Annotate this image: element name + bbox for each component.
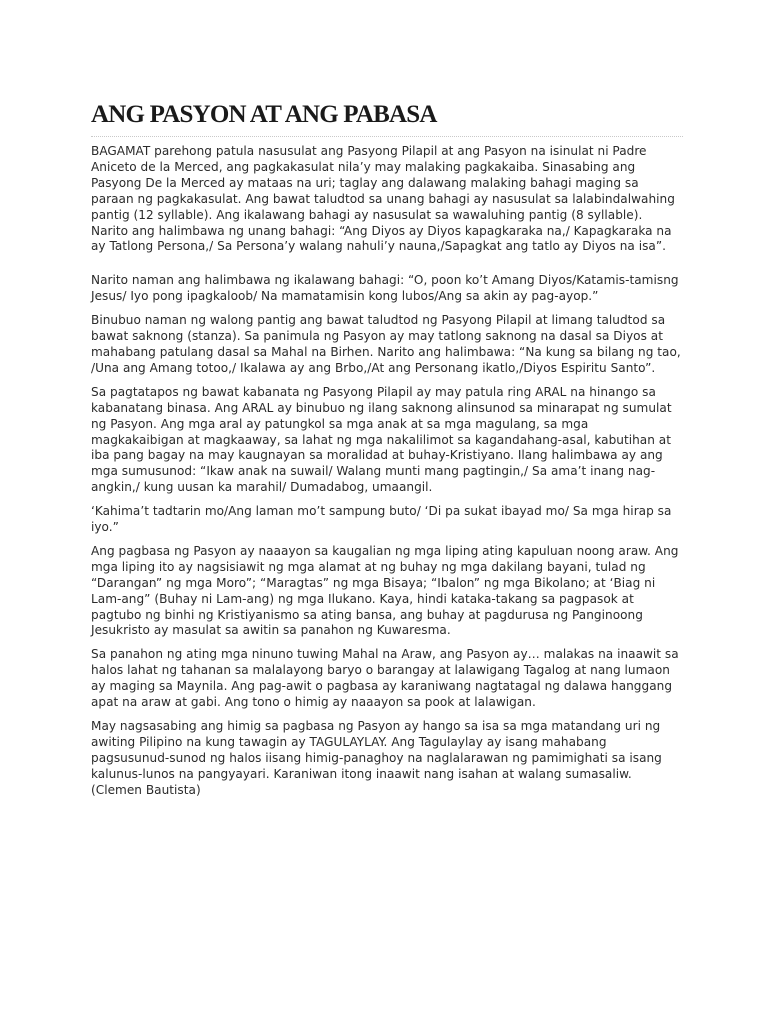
paragraph-3: Binubuo naman ng walong pantig ang bawat taludtod ng Pasyong Pilapil at limang taludtod sa bawat saknong (stanza). Sa panimula ng Pasyon ay may tatlong saknong na dasal sa Diyos at mahabang patulang dasal sa Mahal na Birhen. Narito ang halimbawa: “Na kung sa bilang ng tao, /Una ang Amang totoo,/ Ikalawa ay ang Brbo,/At ang Personang ikatlo,/Diyos Espiritu Santo”. [91,313,681,375]
paragraph-7: Sa panahon ng ating mga ninuno tuwing Mahal na Araw, ang Pasyon ay… malakas na inaawit sa halos lahat ng tahanan sa malalayong baryo o barangay at lalawigang Tagalog at nang lumaon ay maging sa Maynila. Ang pag-awit o pagbasa ay karaniwang nagtatagal ng dalawa hanggang apat na araw at gabi. Ang tono o himig ay naaayon sa pook at lalawigan. [91,647,679,710]
paragraph-4: Sa pagtatapos ng bawat kabanata ng Pasyong Pilapil ay may patula ring ARAL na hinango sa kabanatang binasa. Ang ARAL ay binubuo ng ilang saknong alinsunod sa minarapat ng sumulat ng Pasyon. Ang mga aral ay patungkol sa mga anak at sa mga magulang, sa mga magkakaibigan at magkaaway, sa lahat ng mga nakalilimot sa kagandahang-asal, kabutihan at iba pang bagay na may kaugnayan sa moralidad at buhay-Kristiyano. Ilang halimbawa ay ang mga sumusunod: “Ikaw anak na suwail/ Walang munti mang pagtingin,/ Sa ama’t inang nag-angkin,/ kung uusan ka marahil/ Dumadabog, umaangil. [91,384,672,495]
document-page [91,100,681,807]
paragraph-2: Narito naman ang halimbawa ng ikalawang bahagi: “O, poon ko’t Amang Diyos/Katamis-tamisng Jesus/ Iyo pong ipagkaloob/ Na mamatamisin kong lubos/Ang sa akin ay pag-ayop.” [91,273,679,304]
paragraph-6: Ang pagbasa ng Pasyon ay naaayon sa kaugalian ng mga liping ating kapuluan noong araw. Ang mga liping ito ay nagsisiawit ng mga alamat at ng buhay ng mga dakilang bayani, tulad ng “Darangan” ng mga Moro”; “Maragtas” ng mga Bisaya; “Ibalon” ng mga Bikolano; at ‘Biag ni Lam-ang” (Buhay ni Lam-ang) ng mga Ilukano. Kaya, hindi kataka-takang sa pagpasok at pagtubo ng binhi ng Kristiyanismo sa ating bansa, ang buhay at pagdurusa ng Panginoong Jesukristo ay masulat sa awitin sa panahon ng Kuwaresma. [91,543,679,638]
page-title: ANG PASYON AT ANG PABASA [91,101,437,128]
title-divider [91,136,683,137]
paragraph-5: ‘Kahima’t tadtarin mo/Ang laman mo’t sampung buto/ ‘Di pa sukat ibayad mo/ Sa mga hirap sa iyo.” [91,504,672,535]
paragraph-1: BAGAMAT parehong patula nasusulat ang Pasyong Pilapil at ang Pasyon na isinulat ni Padre Aniceto de la Merced, ang pagkakasulat nila’y may malaking pagkakaiba. Sinasabing ang Pasyong De la Merced ay mataas na uri; taglay ang dalawang malaking bahagi maging sa paraan ng pagkakasulat. Ang bawat taludtod sa unang bahagi ay nasusulat sa lalabindalwahing pantig (12 syllable). Ang ikalawang bahagi ay nasusulat sa wawaluhing pantig (8 syllable). Narito ang halimbawa ng unang bahagi: “Ang Diyos ay Diyos kapagkaraka na,/ Kapagkaraka na ay Tatlong Persona,/ Sa Persona’y walang nahuli’y nauna,/Sapagkat ang tatlo ay Diyos na isa”. [91,144,675,254]
paragraph-8: May nagsasabing ang himig sa pagbasa ng Pasyon ay hango sa isa sa mga matandang uri ng awiting Pilipino na kung tawagin ay TAGULAYLAY. Ang Tagulaylay ay isang mahabang pagsusunud-sunod ng halos iisang himig-panaghoy na naglalarawan ng pamimighati sa isang kalunus-lunos na pangyayari. Karaniwan itong inaawit nang isahan at walang sumasaliw. (Clemen Bautista) [91,719,662,797]
